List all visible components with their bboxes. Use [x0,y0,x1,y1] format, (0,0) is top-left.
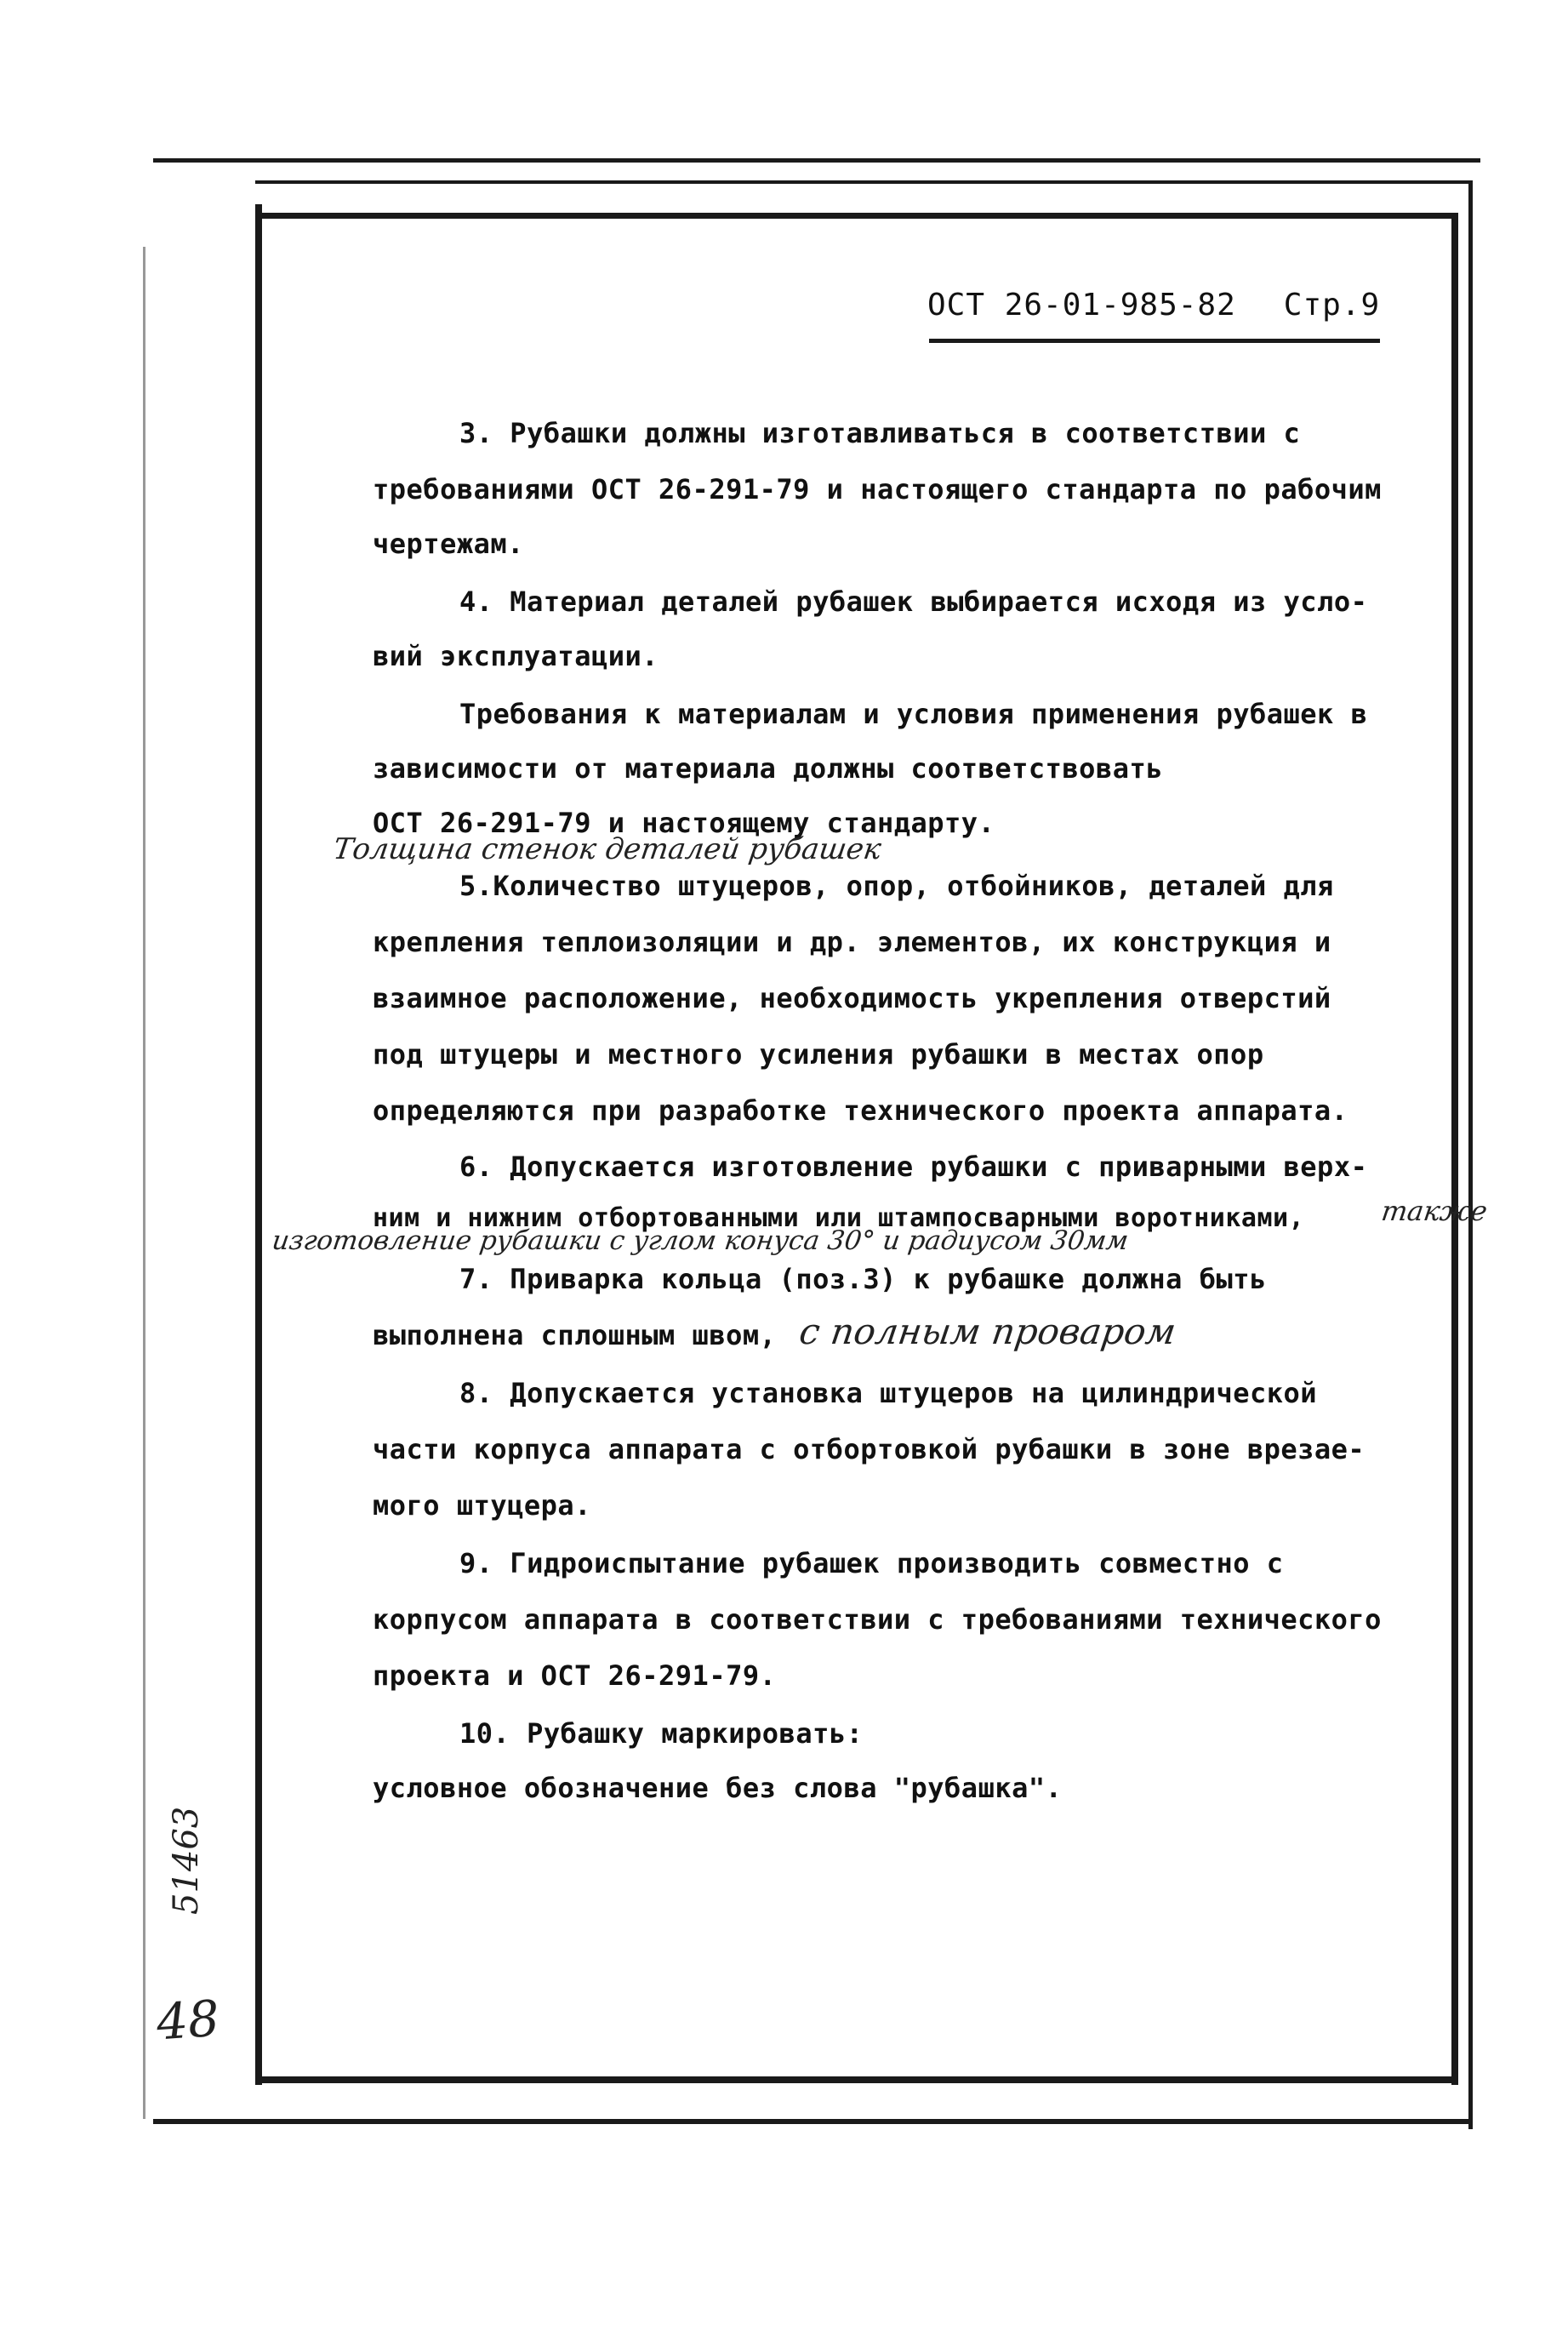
text-line: Требования к материалам и условия применения рубашек в [459,698,1368,730]
frame-right-inner [1451,213,1458,2085]
text-line: части корпуса аппарата с отбортовкой рубашки в зоне врезае- [373,1433,1366,1465]
scan-edge [143,247,145,2119]
handwritten-note-manufacture: изготовление рубашки с углом конуса 30° и радиусом 30мм [270,1225,1131,1256]
text-line: крепления теплоизоляции и др. элементов, их конструкция и [373,926,1331,958]
header-underline [929,339,1380,343]
text-line: 7. Приварка кольца (поз.3) к рубашке должна быть [459,1263,1267,1295]
text-line: зависимости от материала должны соответствовать [373,752,1163,785]
text-line: 8. Допускается установка штуцеров на цилиндрической [459,1377,1318,1409]
text-line: 4. Материал деталей рубашек выбирается исходя из усло- [459,585,1368,618]
text-line: 5.Количество штуцеров, опор, отбойников, деталей для [459,870,1334,902]
text-line: ОСТ 26-291-79 и настоящему стандарту. [373,807,995,839]
frame-bottom-outer [153,2119,1472,2124]
text-line: 3. Рубашки должны изготавливаться в соответствии с [459,417,1301,449]
text-line: определяются при разработке технического проекта аппарата. [373,1094,1348,1127]
frame-right-outer [1468,180,1473,2129]
handwritten-note-thickness: Толщина стенок деталей рубашек [331,832,884,866]
frame-top-inner [255,213,1455,219]
text-line: ним и нижним отбортованными или штампосварными воротниками, [373,1203,1305,1233]
text-line: 9. Гидроиспытание рубашек производить совместно с [459,1547,1284,1579]
margin-page-number: 48 [154,1989,222,2052]
frame-left [255,204,262,2085]
page-header [927,288,1380,323]
text-line: требованиями ОСТ 26-291-79 и настоящего стандарта по рабочим [373,473,1382,505]
text-line: чертежам. [373,528,524,560]
page-number: Стр.9 [1283,288,1381,323]
text-line: вий эксплуатации. [373,640,659,672]
text-line: проекта и ОСТ 26-291-79. [373,1659,777,1692]
text-line: выполнена сплошным швом, [373,1319,777,1351]
text-line: 10. Рубашку маркировать: [459,1717,864,1750]
text-line: 6. Допускается изготовление рубашки с приварными верх- [459,1151,1368,1183]
text-line: корпусом аппарата в соответствии с требованиями технического [373,1603,1382,1636]
frame-bottom-inner [255,2076,1458,2083]
margin-archive-number: 51463 [167,1806,206,1915]
frame-top-outer-2 [255,180,1472,184]
handwritten-note-weld: с полным проваром [796,1311,1179,1352]
text-line: взаимное расположение, необходимость укрепления отверстий [373,982,1331,1014]
handwritten-note-also: также [1379,1195,1490,1227]
doc-number: ОСТ 26-01-985-82 [927,288,1236,323]
text-line: условное обозначение без слова "рубашка". [373,1772,1063,1804]
text-line: под штуцеры и местного усиления рубашки в местах опор [373,1038,1264,1071]
frame-top-outer [153,158,1480,163]
text-line: мого штуцера. [373,1489,591,1522]
